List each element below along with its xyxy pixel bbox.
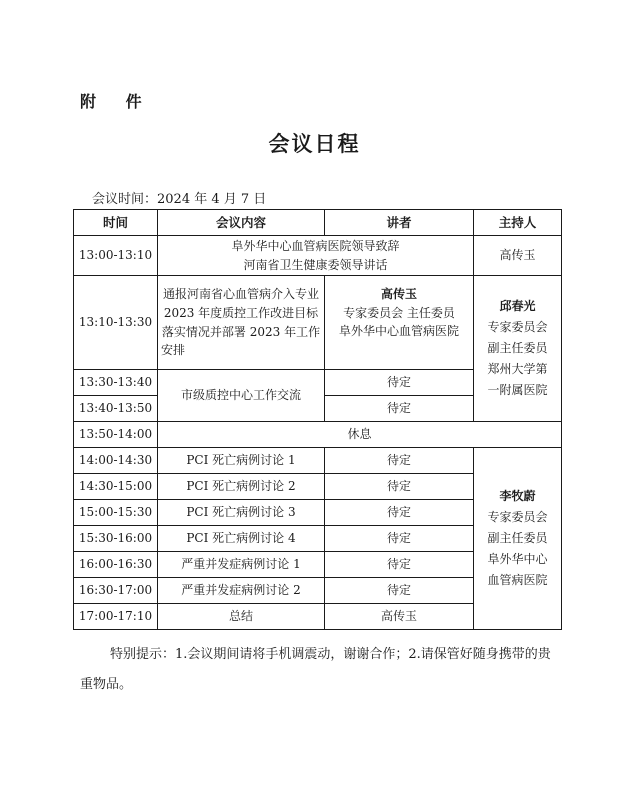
time-cell: 13:00-13:10 bbox=[74, 236, 158, 276]
content-cell: PCI 死亡病例讨论 4 bbox=[158, 526, 325, 552]
host-org: 一附属医院 bbox=[487, 383, 548, 397]
host-cell bbox=[474, 276, 562, 422]
content-cell: PCI 死亡病例讨论 1 bbox=[158, 448, 325, 474]
header-time: 时间 bbox=[74, 210, 158, 236]
content-cell: PCI 死亡病例讨论 2 bbox=[158, 474, 325, 500]
content-cell: 严重并发症病例讨论 2 bbox=[158, 578, 325, 604]
attachment-label: 附 件 bbox=[80, 92, 154, 111]
meeting-time: 会议时间：2024 年 4 月 7 日 bbox=[92, 192, 267, 207]
host-title: 副主任委员 bbox=[487, 531, 548, 545]
host-title: 专家委员会 bbox=[487, 510, 548, 524]
content-cell: 严重并发症病例讨论 1 bbox=[158, 552, 325, 578]
time-cell: 15:00-15:30 bbox=[74, 500, 158, 526]
content-cell: 通报河南省心血管病介入专业 2023 年度质控工作改进目标落实情况并部署 2023 年工作安排 bbox=[158, 276, 325, 370]
speaker-title: 专家委员会 主任委员 bbox=[343, 305, 455, 320]
host-title: 专家委员会 bbox=[487, 320, 548, 334]
content-line: 河南省卫生健康委领导讲话 bbox=[243, 257, 388, 272]
break-cell: 休息 bbox=[158, 422, 562, 448]
time-cell: 16:00-16:30 bbox=[74, 552, 158, 578]
host-cell bbox=[474, 448, 562, 630]
host-cell: 高传玉 bbox=[474, 236, 562, 276]
speaker-cell: 待定 bbox=[325, 578, 474, 604]
header-content: 会议内容 bbox=[158, 210, 325, 236]
speaker-cell: 待定 bbox=[325, 500, 474, 526]
speaker-cell: 待定 bbox=[325, 448, 474, 474]
content-cell: 市级质控中心工作交流 bbox=[158, 370, 325, 422]
content-line: 阜外华中心血管病医院领导致辞 bbox=[231, 238, 400, 253]
table-header-row bbox=[74, 210, 562, 236]
time-cell: 17:00-17:10 bbox=[74, 604, 158, 630]
speaker-org: 阜外华中心血管病医院 bbox=[338, 324, 459, 339]
time-cell: 13:40-13:50 bbox=[74, 396, 158, 422]
host-org: 阜外华中心 bbox=[487, 552, 548, 566]
time-cell: 13:30-13:40 bbox=[74, 370, 158, 396]
speaker-cell: 待定 bbox=[325, 370, 474, 396]
host-title: 副主任委员 bbox=[487, 341, 548, 355]
content-cell: 总结 bbox=[158, 604, 325, 630]
time-cell: 14:30-15:00 bbox=[74, 474, 158, 500]
host-org: 郑州大学第 bbox=[487, 362, 548, 376]
speaker-cell: 高传玉 bbox=[325, 604, 474, 630]
host-org: 血管病医院 bbox=[487, 573, 548, 587]
table-row bbox=[74, 422, 562, 448]
host-name: 邱春光 bbox=[499, 299, 536, 313]
schedule-table bbox=[73, 209, 562, 630]
speaker-cell: 待定 bbox=[325, 474, 474, 500]
table-row bbox=[74, 276, 562, 370]
speaker-cell bbox=[325, 276, 474, 370]
speaker-name: 高传玉 bbox=[380, 287, 417, 301]
header-speaker: 讲者 bbox=[325, 210, 474, 236]
page-title: 会议日程 bbox=[268, 132, 361, 156]
time-cell: 13:10-13:30 bbox=[74, 276, 158, 370]
content-cell bbox=[158, 236, 474, 276]
time-cell: 13:50-14:00 bbox=[74, 422, 158, 448]
time-cell: 14:00-14:30 bbox=[74, 448, 158, 474]
special-note: 特别提示：1.会议期间请将手机调震动，谢谢合作；2.请保管好随身携带的贵重物品。 bbox=[80, 647, 551, 692]
time-cell: 16:30-17:00 bbox=[74, 578, 158, 604]
speaker-cell: 待定 bbox=[325, 552, 474, 578]
header-host: 主持人 bbox=[474, 210, 562, 236]
time-cell: 15:30-16:00 bbox=[74, 526, 158, 552]
host-name: 李牧蔚 bbox=[499, 489, 536, 503]
table-row bbox=[74, 236, 562, 276]
speaker-cell: 待定 bbox=[325, 526, 474, 552]
speaker-cell: 待定 bbox=[325, 396, 474, 422]
content-cell: PCI 死亡病例讨论 3 bbox=[158, 500, 325, 526]
table-row bbox=[74, 448, 562, 474]
